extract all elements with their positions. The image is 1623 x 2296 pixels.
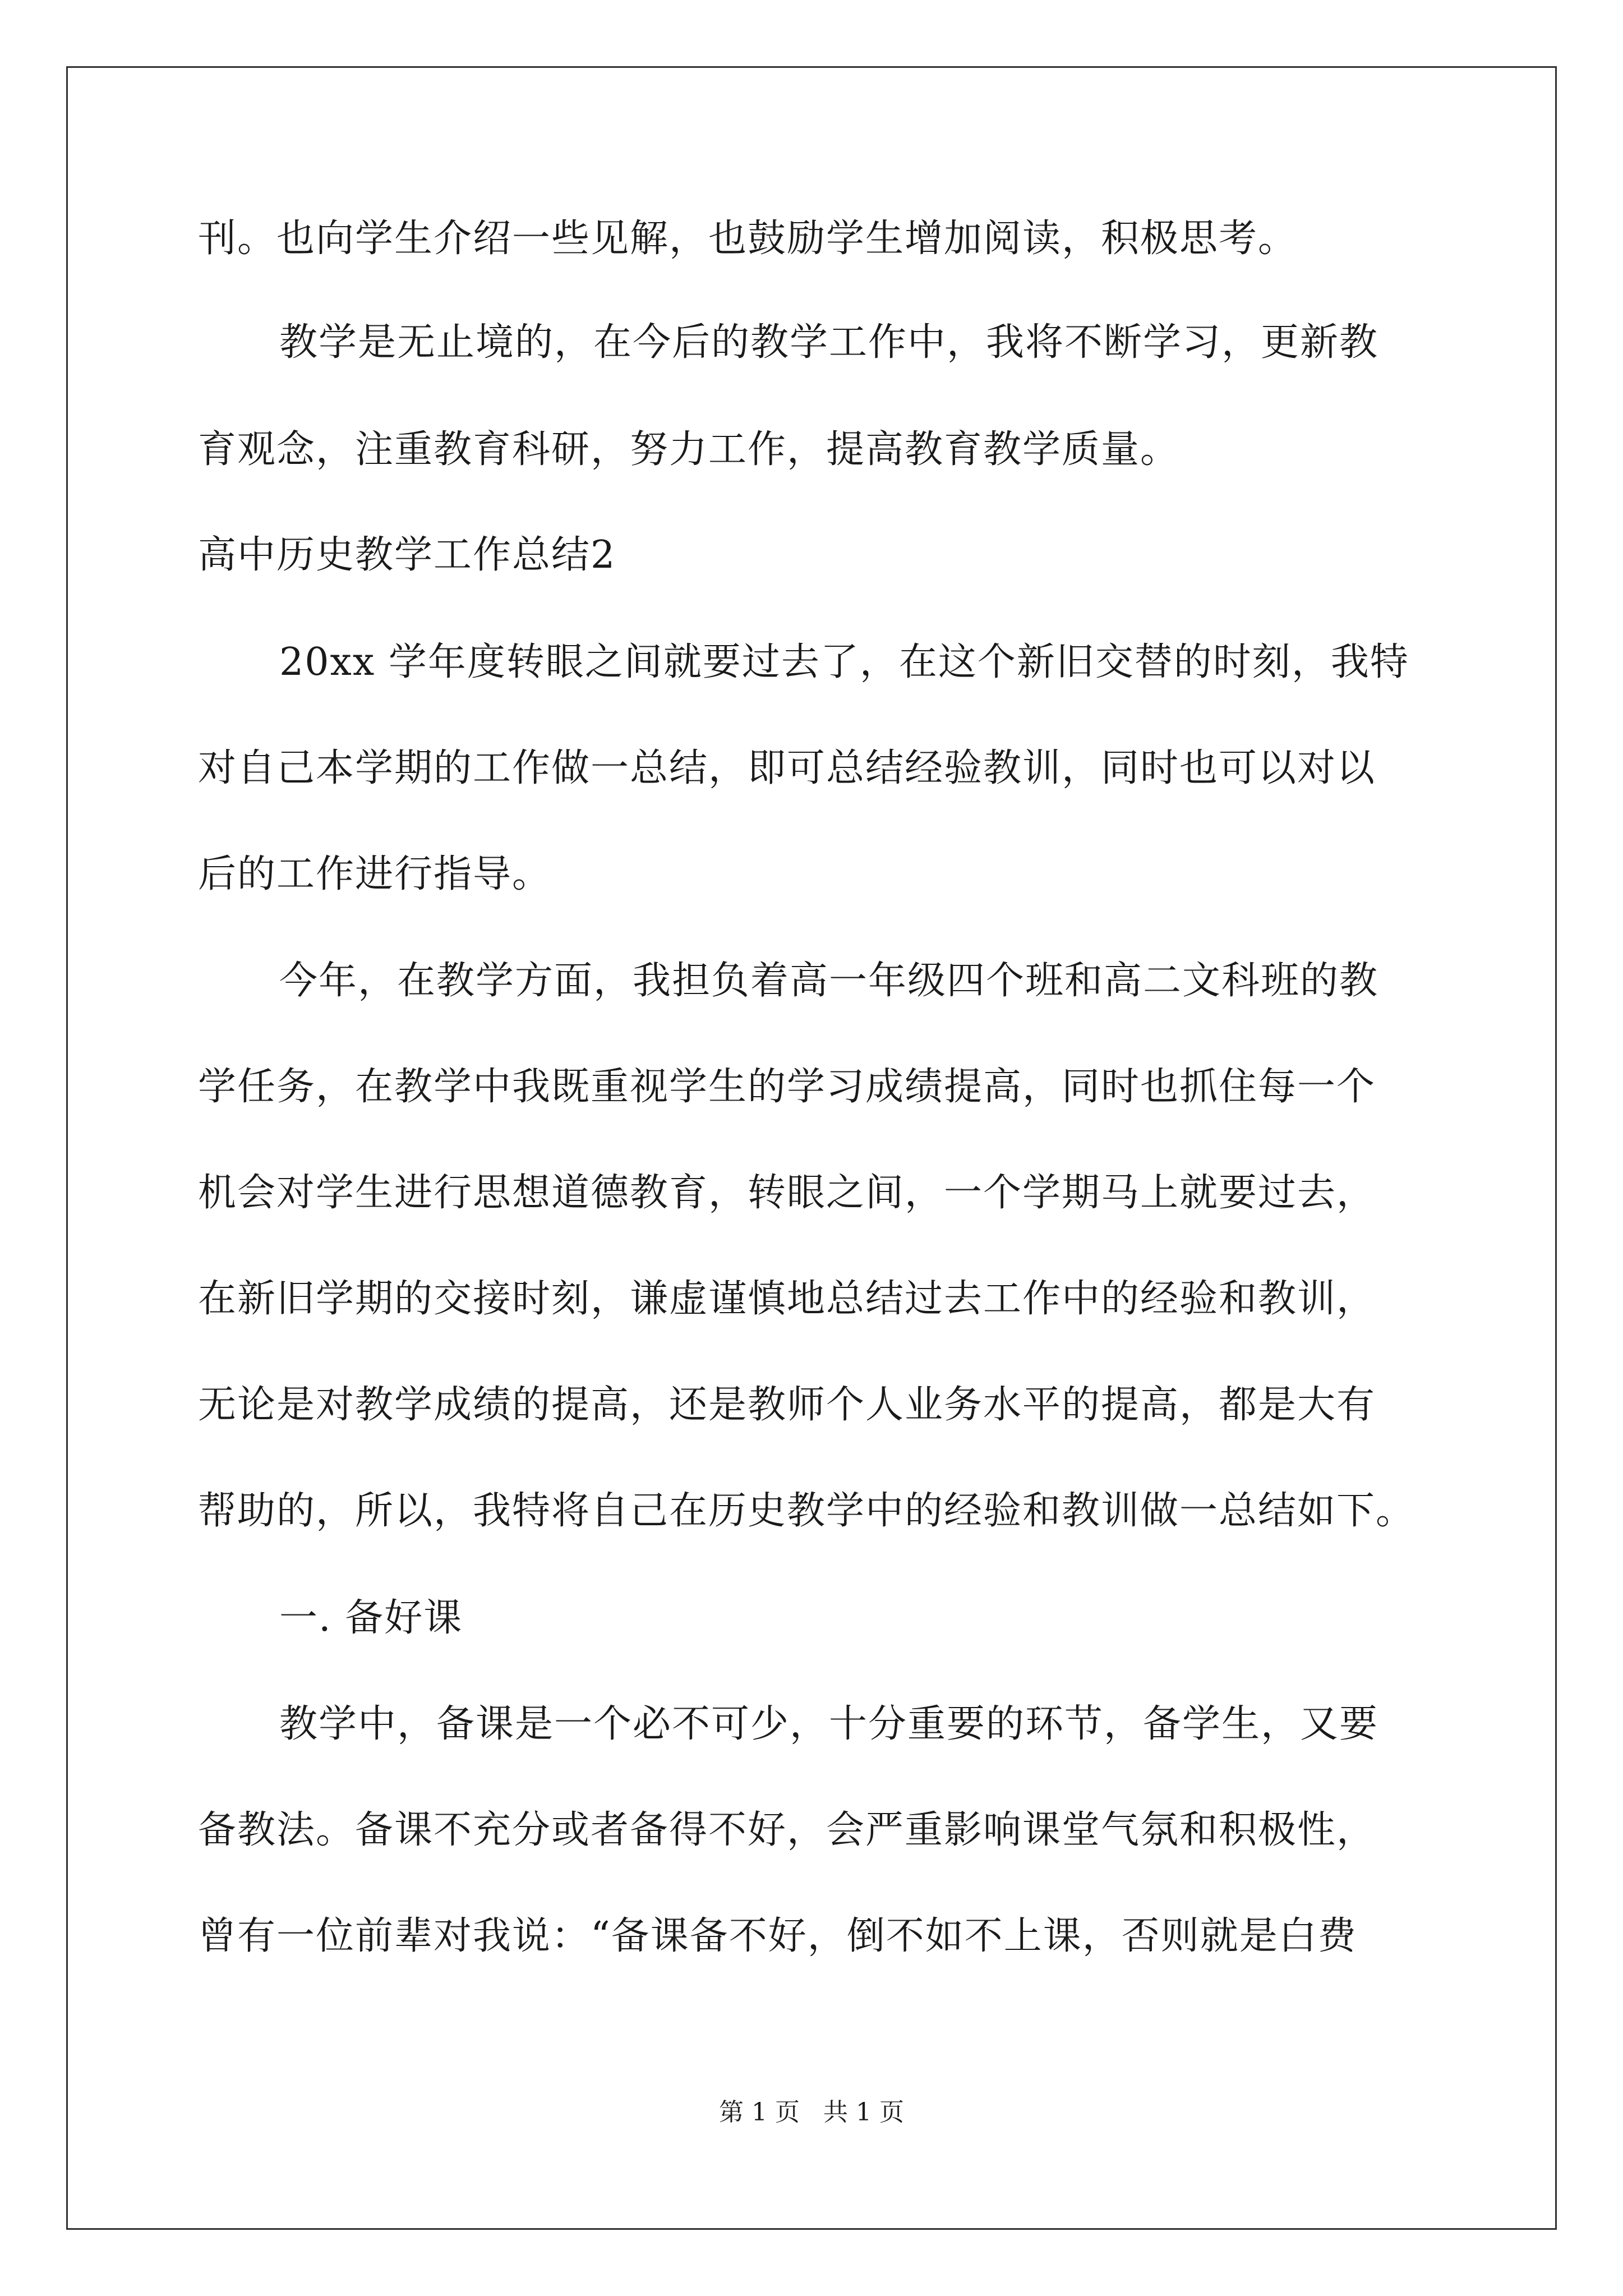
paragraph-line: 20xx 学年度转眼之间就要过去了，在这个新旧交替的时刻，我特	[279, 640, 1409, 684]
paragraph-line: 机会对学生进行思想道德教育，转眼之间，一个学期马上就要过去，	[198, 1171, 1376, 1215]
paragraph-line: 后的工作进行指导。	[198, 852, 552, 896]
paragraph-line: 曾有一位前辈对我说：“备课备不好，倒不如不上课，否则就是白费	[198, 1914, 1357, 1958]
section-heading: 高中历史教学工作总结2	[198, 533, 616, 577]
paragraph-line: 帮助的，所以，我特将自己在历史教学中的经验和教训做一总结如下。	[198, 1489, 1415, 1533]
page-number-footer: 第 1 页 共 1 页	[719, 2098, 904, 2127]
page-border	[66, 66, 1557, 2230]
paragraph-line: 无论是对教学成绩的提高，还是教师个人业务水平的提高，都是大有	[198, 1383, 1376, 1427]
paragraph-line: 育观念，注重教育科研，努力工作，提高教育教学质量。	[198, 427, 1180, 472]
paragraph-line: 在新旧学期的交接时刻，谦虚谨慎地总结过去工作中的经验和教训，	[198, 1277, 1376, 1321]
subsection-heading: 一. 备好课	[279, 1596, 463, 1640]
paragraph-line: 教学中，备课是一个必不可少，十分重要的环节，备学生，又要	[279, 1702, 1379, 1746]
paragraph-line: 今年，在教学方面，我担负着高一年级四个班和高二文科班的教	[279, 959, 1379, 1003]
paragraph-line: 备教法。备课不充分或者备得不好，会严重影响课堂气氛和积极性，	[198, 1808, 1376, 1852]
paragraph-line: 学任务，在教学中我既重视学生的学习成绩提高，同时也抓住每一个	[198, 1065, 1376, 1109]
paragraph-line: 对自己本学期的工作做一总结，即可总结经验教训，同时也可以对以	[198, 746, 1376, 790]
paragraph-line: 教学是无止境的，在今后的教学工作中，我将不断学习，更新教	[279, 320, 1379, 365]
paragraph-line: 刊。也向学生介绍一些见解，也鼓励学生增加阅读，积极思考。	[198, 217, 1298, 261]
